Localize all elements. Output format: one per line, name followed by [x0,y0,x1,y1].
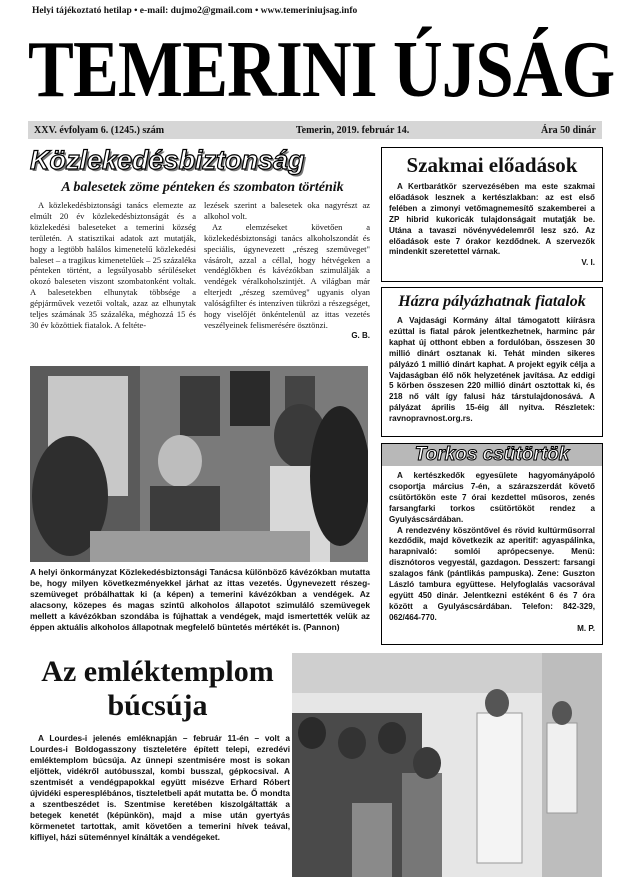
thursday-box [381,443,603,645]
paragraph: A rendezvény köszöntővel és rövid kultúrműsorral kezdődik, majd következik az aperitif: agyaspálinka, harapnivaló: somlói aprópecsenye. Menü: disznótoros vegyestál, gazdagon. Desszert: farsangi szalagos fánk (pántlikás pampuska). Zene: Guszton László tambura együttese. Helyfoglalás vacsorával együtt 450 dinár. Jelentkezni estéként 6 és 7 óra között a Gyulyáscsárdában. Telefon: 842-329, 062/464-770. [389,525,595,622]
church-photo-illustration [292,653,602,877]
church-article-title [30,655,285,723]
issue-volume: XXV. évfolyam 6. (1245.) szám [34,124,165,136]
church-title-line1: Az emléktemplom [41,655,274,688]
paragraph: lezések szerint a balesetek oka nagyrészt az alkohol volt. [204,200,370,221]
housing-box [381,287,603,437]
author-signature: V. I. [581,258,595,268]
housing-body [382,312,602,425]
lectures-box [381,147,603,282]
paragraph: A közlekedésbiztonsági tanács elemezte az elmúlt 20 év közlekedésbiztonságát és a közlekedési baleseteket a temerini község területén. A statisztikai adatok azt mutatják, hogy a legtöbb halálos kimenetelű közlekedési baleset – a tragikus kimenetelűek – 25 százaléka pénteken történt, a legsúlyosabb sérüléseket okozó baleseten viszont szombatonként voltak. A balesetekben elhunytak többsége a gépjárművek vezetői voltak, azaz az elhunytak teljes számának 35 százaléka, méghozzá 15 és 30 év közöttiek fiatalok. A feltéte- [30,200,196,330]
lectures-body [382,178,602,269]
thursday-title-bar [382,444,602,466]
cafe-photo [30,366,368,562]
author-signature: G. B. [351,330,370,340]
traffic-article-title: Közlekedésbiztonság [30,145,305,175]
cafe-photo-illustration [30,366,368,562]
church-title-line2: búcsúja [107,689,208,722]
church-photo [292,653,602,877]
masthead-topline: Helyi tájékoztató hetilap • e-mail: dujmo2@gmail.com • www.temeriniujsag.info [32,6,358,16]
thursday-title: Torkos csütörtök [414,444,570,465]
thursday-body [382,466,602,635]
paragraph: A Vajdasági Kormány által támogatott kiírásra ezúttal is fiatal párok jelentkezhetnek, harminc pár kaphat új otthont ebben a fordulóban, összesen 30 millió dinárt osztanak ki. Tehát minden sikeres pályázó 1 millió dinárt kaphat. A projekt egyik célja a Vajdaságban élő nők helyzetének javítása. Az eddigi 5 körben összesen 220 millió dinárt osztottak ki, és 218 nő vált így falusi ház társtulajdonosává. A pályázat április 15-éig áll nyitva. Részletek: ravnopravnost.org.rs. [389,316,595,424]
paragraph: A Kertbarátkör szervezésében ma este szakmai előadások lesznek a kertészlakban: az est első felében a zimonyi vetőmagnemesítő szakemberei a ZP hibrid kukoricák tulajdonságait mutatják be. Utána a tavaszi növényvédelemről lesz szó. Az előadások este 7 órakor kezdődnek. A szervezők mindenkit szeretettel várnak. [389,182,595,257]
cafe-photo-caption: A helyi önkormányzat Közlekedésbiztonsági Tanácsa különböző kávézókban mutatta be, hogy milyen következményekkel járhat az ittas vezetés. Úgynevezett részeg-szemüveget próbálhattak ki (a képen) a temerini kávézókban a vendégek. Az alacsony, közepes és magas szintű alkoholos állapotot szimuláló szemüvegek mellett a kávézókban szondába is fújhattak a vendégek, majd ismertették velük az éppen aktuális alkoholos állapotnak megfelelő büntetés mértékét is. (Pannon) [30,567,370,632]
church-article-body [30,733,290,843]
paragraph: A kertészkedők egyesülete hagyományápoló csoportja március 7-én, a szárazszerdát követő csütörtökön este 7 órai kezdettel műsoros, zenés farsangfarki torkos csütörtököt rendez a Gyulyáscsárdában. [389,471,595,524]
traffic-article-subtitle: A balesetek zöme pénteken és szombaton történik [61,180,344,195]
traffic-column-right [204,200,370,342]
newspaper-title: TEMERINI ÚJSÁG [28,26,615,114]
issue-price: Ára 50 dinár [541,124,596,136]
paragraph: Az elemzéseket követően a közlekedésbiztonsági tanács alkoholszondát és speciális, úgynevezett „részeg szemüveget" vásárolt, azzal a céllal, hogy hétvégeken a vendéglőkben és kávézókban szimulálják a vendégek véralkoholszintjét. A világban már elterjedt „részeg szemüveg" ugyanis olyan valóságfilter és intenzíven tükrözi a részegséget, hogy viselőjét önkéntelenül az ittas vezetés veszélyeinek felismerésére ösztönzi. [204,221,370,330]
lectures-title: Szakmai előadások [406,153,578,177]
traffic-column-left [30,200,196,331]
author-signature: M. P. [577,623,595,633]
issue-info-bar [28,121,602,139]
issue-date: Temerin, 2019. február 14. [295,124,410,136]
paragraph: A Lourdes-i jelenés emléknapján – február 11-én – volt a Lourdes-i Boldogasszony tiszteletére épített telepi, ezredévi emléktemplom búcsúja. Az ünnepi szentmisére most is sokan eljöttek, vidékről autóbusszal, kombi busszal, gépkocsival. A szentmisét a vendégpapokkal együtt misézve Erhard Róbert újvidéki esperesplébános, tiszteletbeli apát mutatta be. Ő mondta a szentbeszédet is. Szentmise keretében kiszolgáltatták a betegek kenetét (képünkön), majd a mise után gyertyás körmenetet tartottak, amit követően a temerini hívek teával, kifliyel, házi süteménnyel kínálták a vendégeket. [30,733,290,842]
housing-title: Házra pályázhatnak fiatalok [398,293,586,310]
